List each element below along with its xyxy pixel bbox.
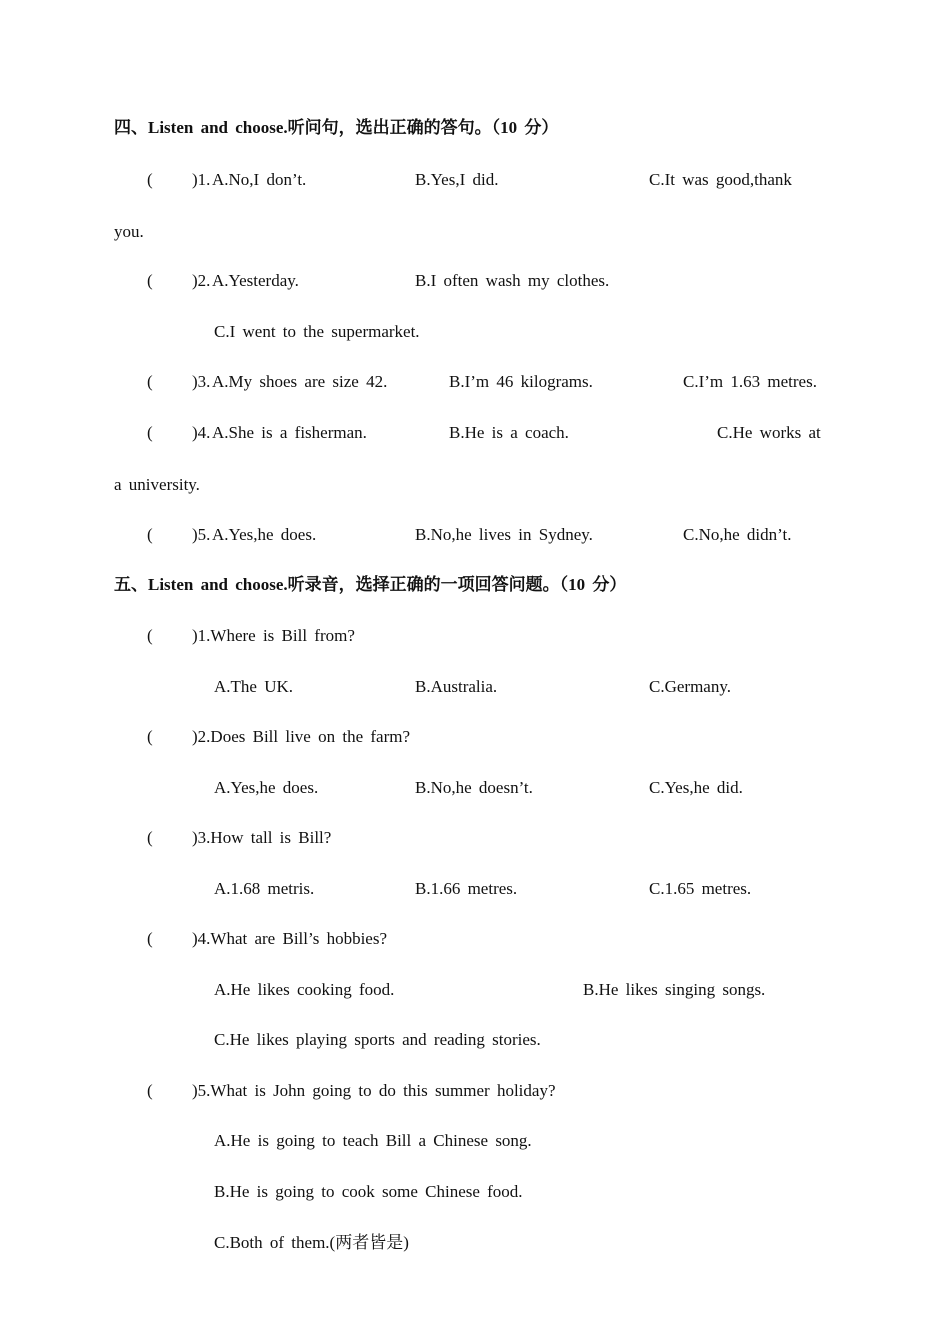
- s5-q3-option-b: B.1.66 metres.: [415, 879, 518, 898]
- s4-q5-number: )5.: [192, 525, 211, 544]
- s5-q1-question: )1.Where is Bill from?: [192, 626, 355, 645]
- s5-q5-question: )5.What is John going to do this summer holiday?: [192, 1081, 556, 1100]
- s4-q5-option-a: A.Yes,he does.: [212, 525, 317, 544]
- s5-q1-option-b: B.Australia.: [415, 677, 498, 696]
- s4-q5-option-c: C.No,he didn’t.: [683, 525, 792, 544]
- s5-q2-option-c: C.Yes,he did.: [649, 778, 743, 797]
- s5-q2-option-a: A.Yes,he does.: [214, 778, 319, 797]
- s5-q5-option-b: B.He is going to cook some Chinese food.: [214, 1182, 523, 1201]
- answer-paren: (: [147, 727, 153, 746]
- answer-paren: (: [147, 525, 153, 544]
- s4-q2-option-a: A.Yesterday.: [212, 271, 299, 290]
- s5-q2-question: )2.Does Bill live on the farm?: [192, 727, 411, 746]
- s5-q1-option-a: A.The UK.: [214, 677, 294, 696]
- s4-q2-option-c: C.I went to the supermarket.: [214, 322, 420, 341]
- answer-paren: (: [147, 423, 153, 442]
- s5-q4-option-c: C.He likes playing sports and reading stories.: [214, 1030, 541, 1049]
- s5-q1-option-c: C.Germany.: [649, 677, 731, 696]
- s4-q3-number: )3.: [192, 372, 211, 391]
- s4-q2-number: )2.: [192, 271, 211, 290]
- s4-q3-option-b: B.I’m 46 kilograms.: [449, 372, 593, 391]
- answer-paren: (: [147, 170, 153, 189]
- s5-q5-option-a: A.He is going to teach Bill a Chinese song.: [214, 1131, 532, 1150]
- s4-q1-number: )1.: [192, 170, 211, 189]
- s5-q3-question: )3.How tall is Bill?: [192, 828, 332, 847]
- s5-q4-question: )4.What are Bill’s hobbies?: [192, 929, 388, 948]
- answer-paren: (: [147, 1081, 153, 1100]
- answer-paren: (: [147, 828, 153, 847]
- section-5-heading: 五、Listen and choose.听录音，选择正确的一项回答问题。（10 分）: [114, 575, 627, 594]
- s4-q5-option-b: B.No,he lives in Sydney.: [415, 525, 593, 544]
- s4-q1-option-b: B.Yes,I did.: [415, 170, 499, 189]
- s4-q4-option-b: B.He is a coach.: [449, 423, 569, 442]
- answer-paren: (: [147, 626, 153, 645]
- s4-q1-option-a: A.No,I don’t.: [212, 170, 307, 189]
- answer-paren: (: [147, 271, 153, 290]
- s5-q5-option-c: C.Both of them.(两者皆是): [214, 1233, 409, 1252]
- s5-q3-option-a: A.1.68 metris.: [214, 879, 315, 898]
- s4-q2-option-b: B.I often wash my clothes.: [415, 271, 610, 290]
- s4-q4-option-a: A.She is a fisherman.: [212, 423, 367, 442]
- s5-q4-option-a: A.He likes cooking food.: [214, 980, 395, 999]
- s5-q4-option-b: B.He likes singing songs.: [583, 980, 766, 999]
- s5-q3-option-c: C.1.65 metres.: [649, 879, 752, 898]
- answer-paren: (: [147, 372, 153, 391]
- s5-q2-option-b: B.No,he doesn’t.: [415, 778, 533, 797]
- s4-q1-option-c: C.It was good,thank: [649, 170, 792, 189]
- s4-q3-option-a: A.My shoes are size 42.: [212, 372, 388, 391]
- answer-paren: (: [147, 929, 153, 948]
- s4-q3-option-c: C.I’m 1.63 metres.: [683, 372, 817, 391]
- s4-q4-option-c: C.He works at: [717, 423, 821, 442]
- s4-q1-option-c-continued: you.: [114, 222, 144, 241]
- s4-q4-number: )4.: [192, 423, 211, 442]
- s4-q4-option-c-continued: a university.: [114, 475, 200, 494]
- section-4-heading: 四、Listen and choose.听问句，选出正确的答句。（10 分）: [114, 118, 559, 137]
